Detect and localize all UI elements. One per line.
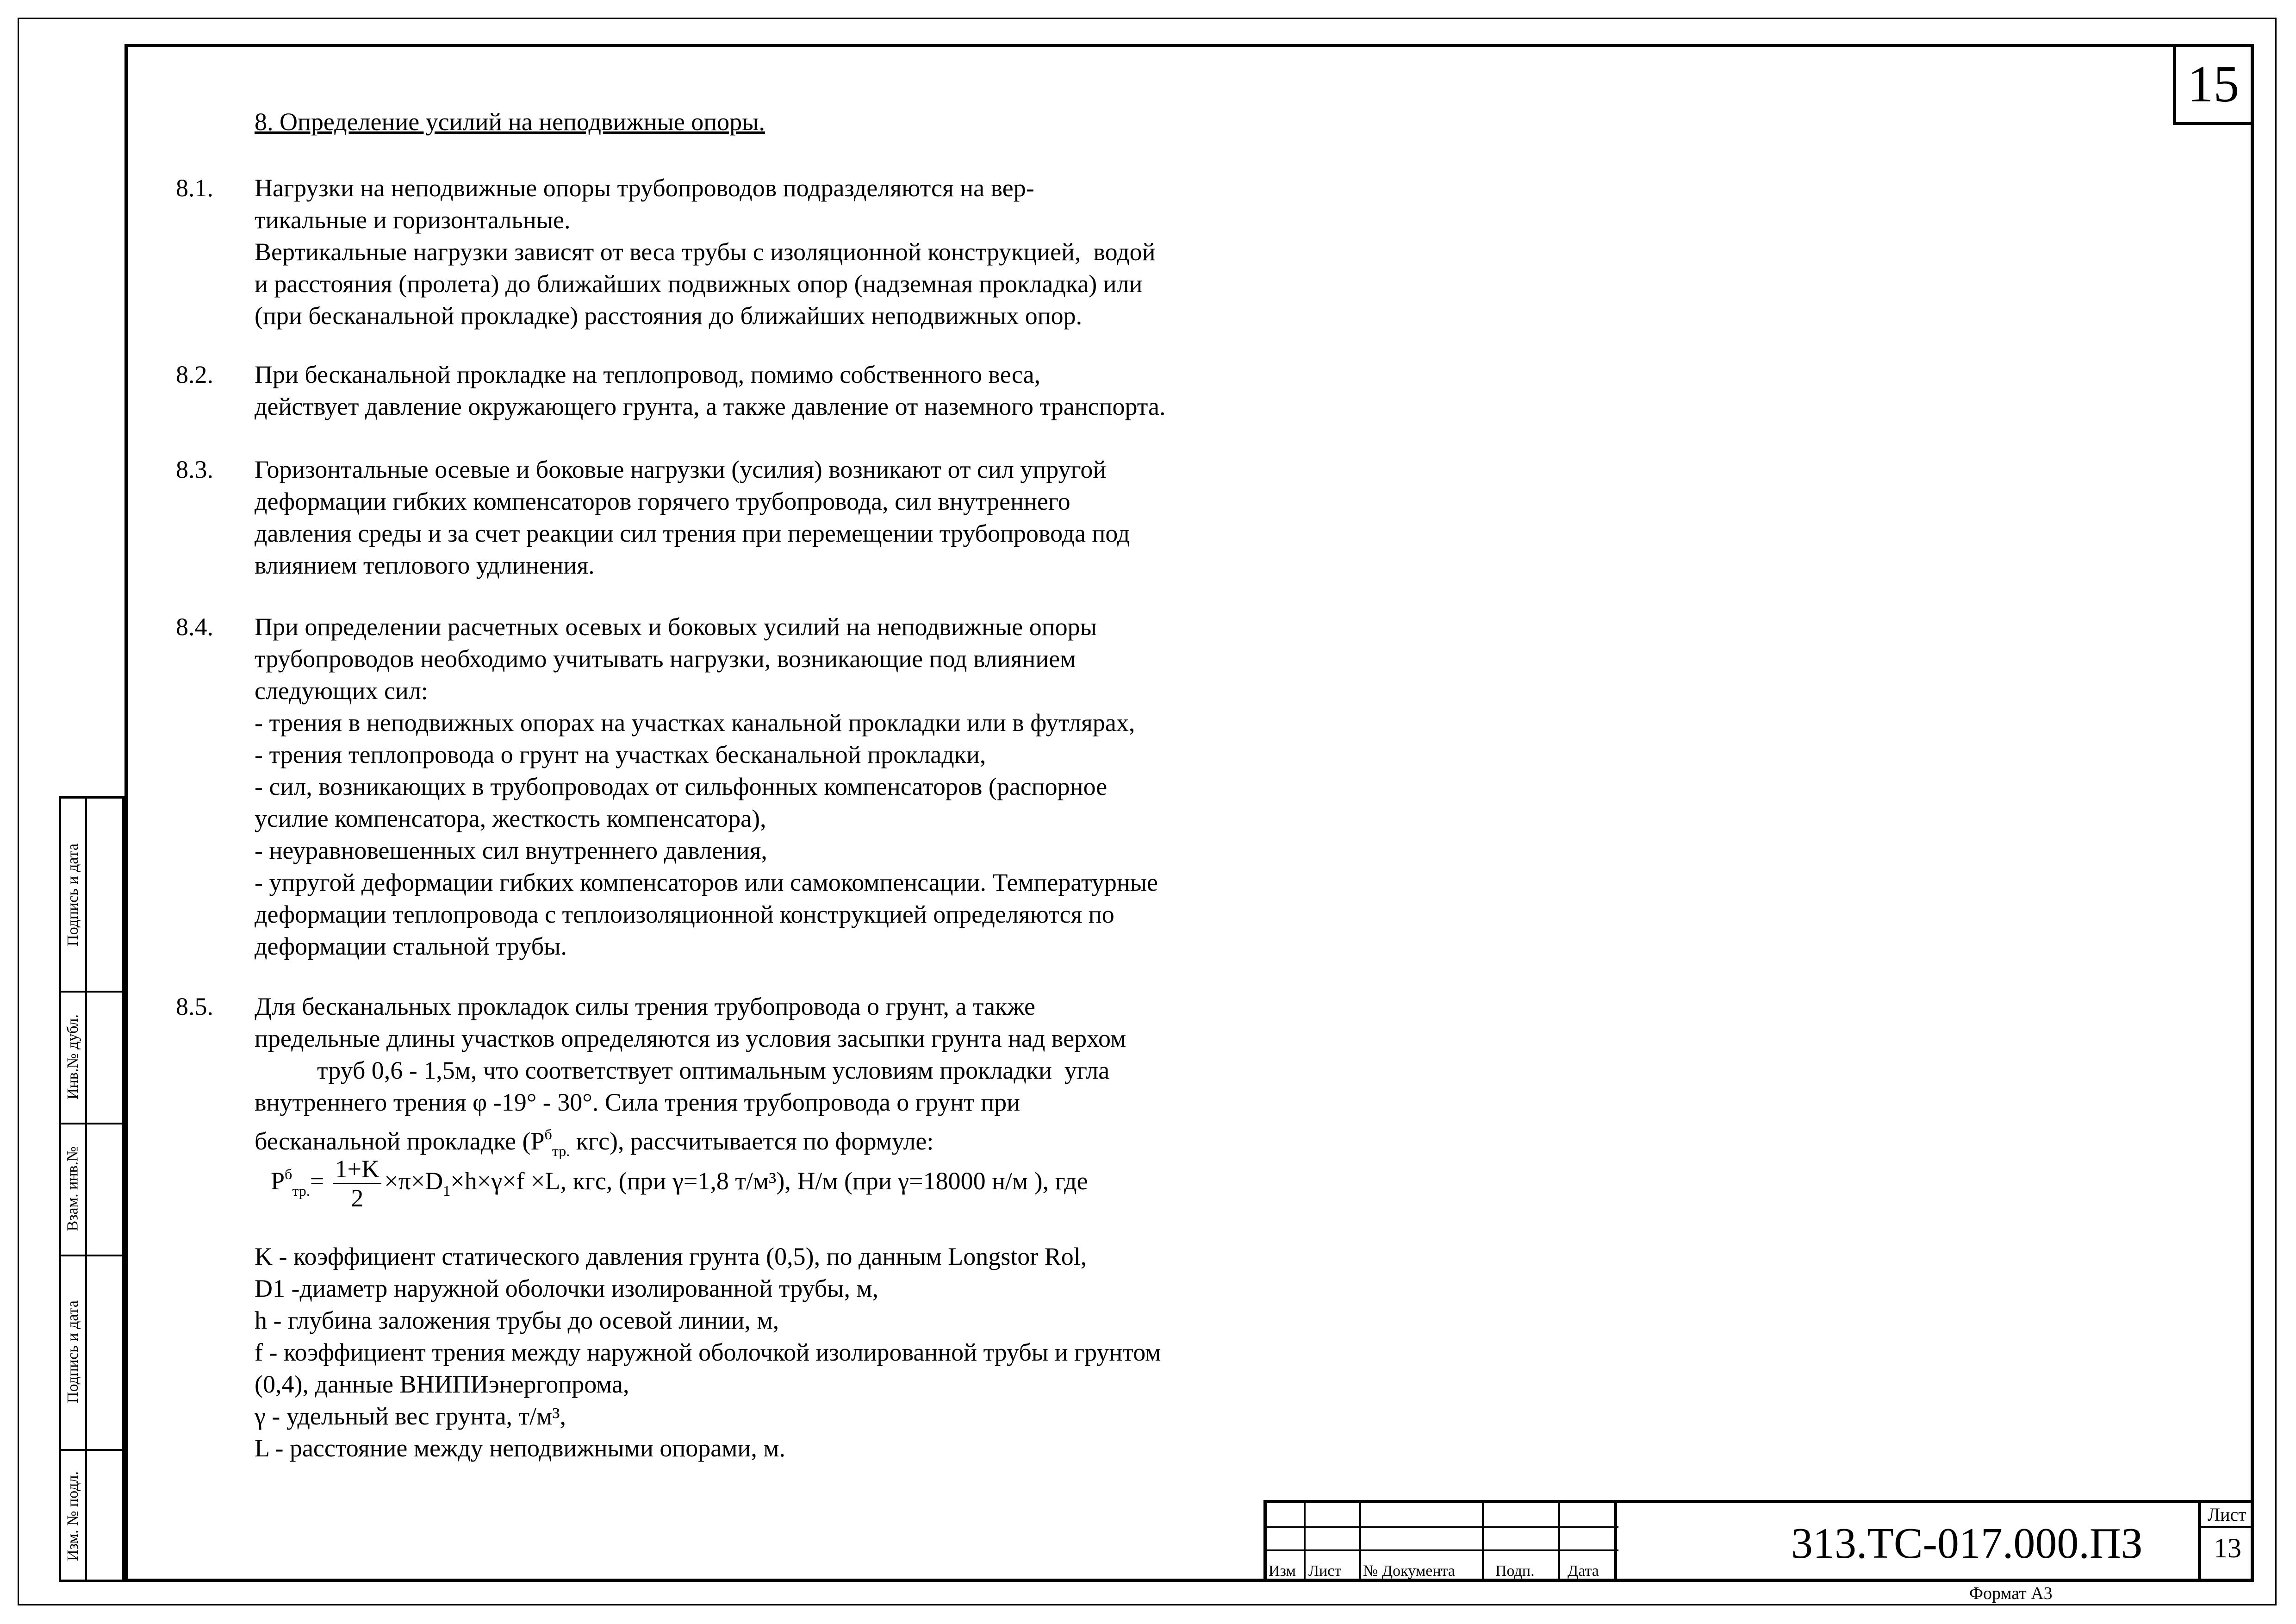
- sidebar-cell-3: Взам. инв.№: [64, 1146, 82, 1231]
- col-data: Дата: [1568, 1562, 1599, 1580]
- col-list: Лист: [1308, 1562, 1342, 1580]
- col-izm: Изм: [1269, 1562, 1296, 1580]
- section-text: При определении расчетных осевых и боковых усилий на неподвижные опоры трубопроводов необходимо учитывать нагрузки, возникающие под влиянием следующих сил: - трения в неподвижных опорах на участках канальной прокладки или в футлярах, - трения теплопровода о грунт на участках бесканальной прокладки, - сил, возникающих в трубопроводах от сильфонных компенсаторов (распорное усилие компенсатора, жесткость компенсатора), - неуравновешенных сил внутреннего давления, - упругой деформации гибких компенсаторов или самокомпенсации. Температурные деформации теплопровода с теплоизоляционной конструкцией определяются по деформации стальной трубы.: [255, 613, 1158, 960]
- section-text: Горизонтальные осевые и боковые нагрузки (усилия) возникают от сил упругой деформации гибких компенсаторов горячего трубопровода, сил внутреннего давления среды и за счет реакции сил трения при перемещении трубопровода под влиянием теплового удлинения.: [255, 456, 1130, 579]
- section-text: Нагрузки на неподвижные опоры трубопроводов подразделяются на вер- тикальные и горизонтальные. Вертикальные нагрузки зависят от веса трубы с изоляционной конструкцией, водой и расстояния (пролета) до ближайших подвижных опор (надземная прокладка) или (при бесканальной прокладке) расстояния до ближайших неподвижных опор.: [255, 174, 1156, 330]
- formula-fraction: $\frac{1+K}{2}$: [333, 1155, 381, 1212]
- sheet-number: 13: [2214, 1533, 2241, 1563]
- friction-formula: $P^б_{тр.}=$ $\frac{1+K}{2}$ $\times\pi\times D_1\times h\times\gamma\times f \times L$, кгс, (при γ=1,8 т/м³), Н/м (при γ=18000 н/м ), где: [271, 1155, 1088, 1212]
- col-podp: Подп.: [1495, 1562, 1535, 1580]
- sheet-label: Лист: [2208, 1504, 2246, 1525]
- sidebar-cell-2: Инв.№ дубл.: [64, 1014, 82, 1099]
- document-number: 313.ТС-017.000.ПЗ: [1791, 1519, 2143, 1568]
- section-number: 8.2.: [176, 361, 213, 388]
- section-number: 8.5.: [176, 993, 213, 1020]
- section-text: Для бесканальных прокладок силы трения трубопровода о грунт, а также предельные длины участков определяются из условия засыпки грунта над верхом труб 0,6 - 1,5м, что соответствует оптимальным условиям прокладки угла внутреннего трения φ -19° - 30°. Сила трения трубопровода о грунт при бесканальной прокладке ($P^б_{тр.}$ кгс), рассчитывается по формуле:: [255, 993, 1126, 1159]
- page-number: 15: [2173, 44, 2254, 125]
- section-heading: 8. Определение усилий на неподвижные опоры.: [255, 108, 765, 136]
- sheet-box: [2198, 1500, 2254, 1582]
- col-doc: № Документа: [1363, 1562, 1455, 1580]
- section-text: При бесканальной прокладке на теплопровод, помимо собственного веса, действует давление окружающего грунта, а также давление от наземного транспорта.: [255, 361, 1166, 420]
- section-number: 8.3.: [176, 456, 213, 483]
- section-number: 8.4.: [176, 613, 213, 641]
- sidebar-cell-4: Подпись и дата: [64, 1300, 81, 1403]
- format-label: Формат А3: [1969, 1584, 2053, 1603]
- left-sidebar-stamp: [59, 796, 124, 1582]
- sidebar-cell-5: Изм. № подл.: [64, 1471, 82, 1561]
- sidebar-cell-1: Подпись и дата: [64, 843, 81, 946]
- section-number: 8.1.: [176, 174, 213, 202]
